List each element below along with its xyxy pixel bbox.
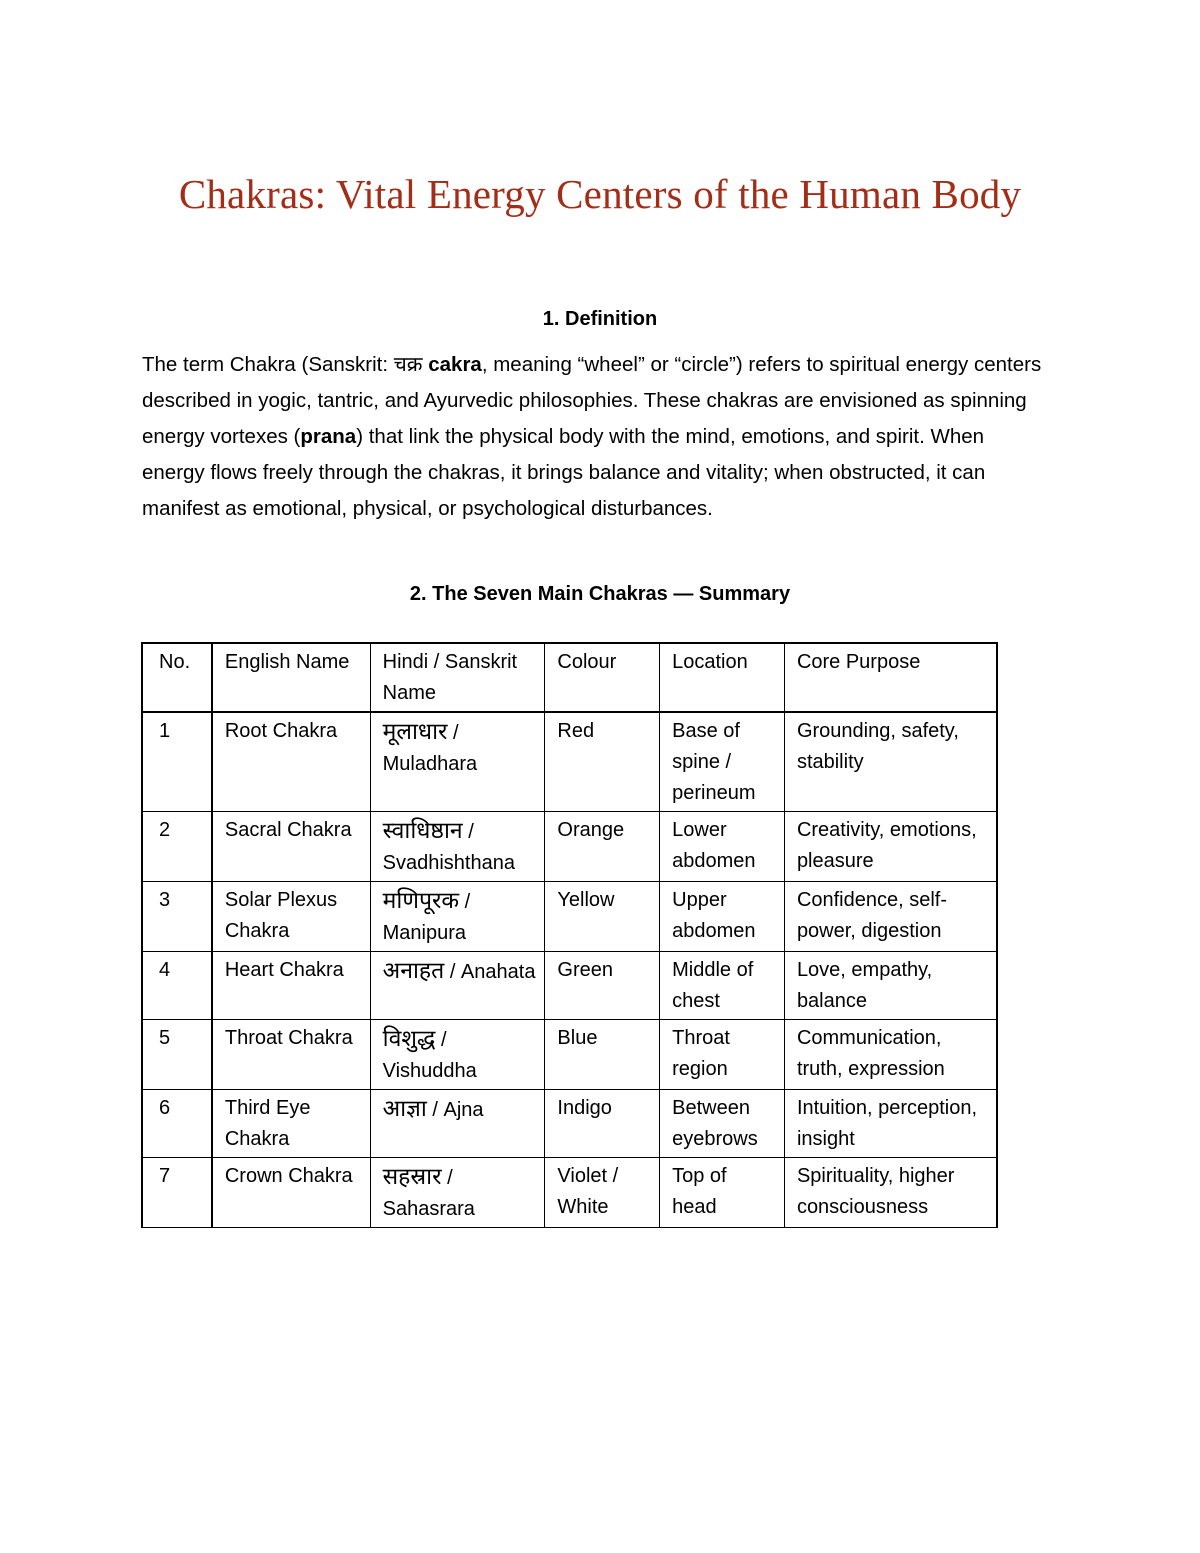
hindi-name: अनाहत	[382, 957, 445, 983]
header-hindi-sanskrit-name: Hindi / Sanskrit Name	[370, 643, 545, 712]
definition-text-3: ) that link the physical body with the mind, emotions, and spirit. When energy flows freely through the chakras, it brings balance and vitality; when obstructed, it can manifest as emotional, physical, or psychological disturbances.	[142, 425, 986, 520]
header-no: No.	[142, 643, 212, 712]
cell-core-purpose: Love, empathy, balance	[784, 952, 997, 1020]
cell-no: 2	[142, 812, 212, 882]
cell-hindi-sanskrit-name	[370, 1090, 545, 1158]
chakra-devanagari: चक्र	[393, 353, 423, 376]
cell-location: Upper abdomen	[660, 882, 785, 952]
cell-english-name: Sacral Chakra	[212, 812, 370, 882]
page-title: Chakras: Vital Energy Centers of the Human Body	[178, 171, 1022, 217]
cell-english-name: Third Eye Chakra	[212, 1090, 370, 1158]
header-location: Location	[660, 643, 785, 712]
header-english-name: English Name	[212, 643, 370, 712]
definition-paragraph	[142, 347, 1052, 527]
table-row	[142, 1020, 997, 1090]
hindi-name: सहस्रार	[382, 1163, 442, 1189]
table-row	[142, 1158, 997, 1228]
cell-location: Base of spine / perineum	[660, 712, 785, 812]
cell-colour: Red	[545, 712, 660, 812]
cell-core-purpose: Creativity, emotions, pleasure	[784, 812, 997, 882]
cell-hindi-sanskrit-name	[370, 1020, 545, 1090]
cell-no: 3	[142, 882, 212, 952]
cell-colour: Yellow	[545, 882, 660, 952]
cell-no: 6	[142, 1090, 212, 1158]
cell-no: 4	[142, 952, 212, 1020]
cell-location: Middle of chest	[660, 952, 785, 1020]
cell-location: Throat region	[660, 1020, 785, 1090]
cell-core-purpose: Confidence, self-power, digestion	[784, 882, 997, 952]
cell-core-purpose: Intuition, perception, insight	[784, 1090, 997, 1158]
definition-heading: 1. Definition	[542, 308, 658, 330]
table-row	[142, 952, 997, 1020]
hindi-name: आज्ञा	[382, 1095, 427, 1121]
sanskrit-name: / Sahasrara	[382, 1167, 475, 1220]
cell-core-purpose: Spirituality, higher consciousness	[784, 1158, 997, 1228]
cell-english-name: Crown Chakra	[212, 1158, 370, 1228]
header-colour: Colour	[545, 643, 660, 712]
cell-no: 1	[142, 712, 212, 812]
cell-colour: Blue	[545, 1020, 660, 1090]
prana-term: prana	[300, 425, 357, 448]
hindi-name: मणिपूरक	[382, 887, 460, 913]
cell-hindi-sanskrit-name	[370, 1158, 545, 1228]
cell-english-name: Root Chakra	[212, 712, 370, 812]
sanskrit-name: / Vishuddha	[382, 1029, 477, 1082]
table-header-row	[142, 643, 997, 712]
cell-hindi-sanskrit-name	[370, 882, 545, 952]
summary-heading: 2. The Seven Main Chakras — Summary	[409, 583, 791, 605]
sanskrit-name: / Muladhara	[382, 722, 478, 775]
cell-colour: Green	[545, 952, 660, 1020]
hindi-name: विशुद्ध	[382, 1025, 436, 1051]
hindi-name: मूलाधार	[382, 718, 448, 744]
chakra-summary-table	[141, 642, 998, 1228]
sanskrit-name: / Svadhishthana	[382, 821, 515, 874]
sanskrit-name: / Anahata	[449, 961, 536, 983]
cell-location: Between eyebrows	[660, 1090, 785, 1158]
definition-text-1: The term Chakra (Sanskrit:	[142, 353, 394, 376]
cell-core-purpose: Communication, truth, expression	[784, 1020, 997, 1090]
cell-hindi-sanskrit-name	[370, 812, 545, 882]
sanskrit-name: / Ajna	[432, 1099, 484, 1121]
definition-text-2: , meaning “wheel” or “circle”) refers to spiritual energy centers described in yogic, tantric, and Ayurvedic philosophies. These chakras are envisioned as spinning energy vortexes (	[142, 353, 1042, 448]
cell-colour: Orange	[545, 812, 660, 882]
cell-english-name: Throat Chakra	[212, 1020, 370, 1090]
sanskrit-name: / Manipura	[382, 891, 471, 944]
cell-colour: Violet / White	[545, 1158, 660, 1228]
table-row	[142, 812, 997, 882]
table-row	[142, 882, 997, 952]
cell-hindi-sanskrit-name	[370, 952, 545, 1020]
cell-colour: Indigo	[545, 1090, 660, 1158]
cell-no: 5	[142, 1020, 212, 1090]
header-core-purpose: Core Purpose	[784, 643, 997, 712]
cell-hindi-sanskrit-name	[370, 712, 545, 812]
cell-location: Lower abdomen	[660, 812, 785, 882]
hindi-name: स्वाधिष्ठान	[382, 817, 463, 843]
cakra-term: cakra	[428, 353, 482, 376]
cell-english-name: Heart Chakra	[212, 952, 370, 1020]
cell-core-purpose: Grounding, safety, stability	[784, 712, 997, 812]
cell-no: 7	[142, 1158, 212, 1228]
table-row	[142, 712, 997, 812]
cell-location: Top of head	[660, 1158, 785, 1228]
cell-english-name: Solar Plexus Chakra	[212, 882, 370, 952]
table-row	[142, 1090, 997, 1158]
